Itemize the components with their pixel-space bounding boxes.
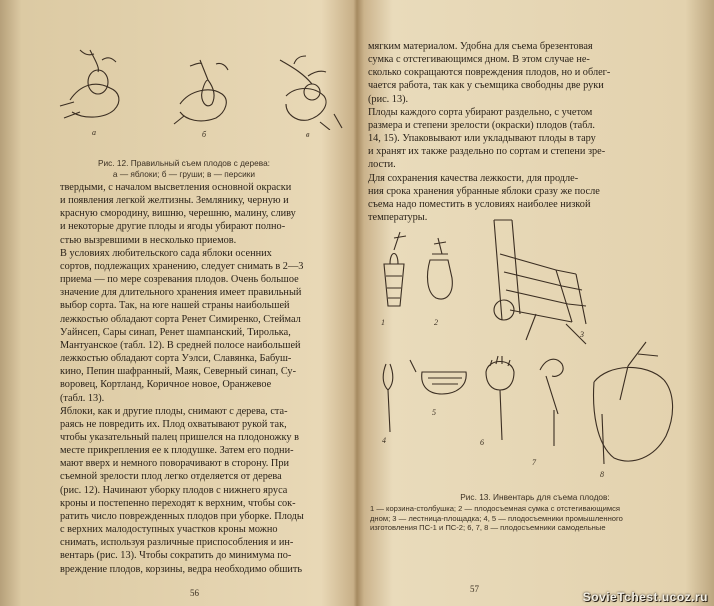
text-line: твердыми, с началом высветления основной окраски xyxy=(60,182,292,193)
text-line: Плоды каждого сорта убирают раздельно, с учетом xyxy=(368,106,593,118)
text-line: ния срока хранения убранные яблоки сразу же после xyxy=(368,185,600,197)
text-line: мягким материалом. Удобна для съема брезентовая xyxy=(368,41,593,52)
figure-13-num-3: 3 xyxy=(580,330,584,339)
text-line: чтобы указательный палец пришелся на плодоножку в xyxy=(60,431,299,443)
left-page xyxy=(14,0,352,606)
text-line: съема надо поместить в условиях наиболее низкой xyxy=(368,198,591,210)
text-line: вреждение плодов, корзины, ведра необходимо обшить xyxy=(60,563,303,575)
left-body-text xyxy=(60,181,348,576)
text-line: лежкостью обладают сорта Уэлси, Славянка, Бабуш- xyxy=(60,353,292,365)
figure-13-caption-line: изготовления ПС-1 и ПС-2; 6, 7, 8 — плодосъемники самодельные xyxy=(370,523,606,533)
left-page-number: 56 xyxy=(190,588,199,598)
text-line: съемной зрелости плод легко отделяется от дерева xyxy=(60,471,282,483)
figure-12-caption xyxy=(34,158,334,180)
text-line: Уайнсеп, Сары синап, Ренет шампанский, Тиролька, xyxy=(60,326,291,338)
right-body-text xyxy=(368,40,702,224)
text-line: приема — по мере созревания плодов. Очень большое xyxy=(60,274,299,286)
figure-13-num-5: 5 xyxy=(432,408,436,417)
text-line: В условиях любительского сада яблоки осенних xyxy=(60,247,272,259)
text-line: (табл. 13). xyxy=(60,392,105,404)
right-page-number: 57 xyxy=(470,584,479,594)
figure-12-illustration xyxy=(50,40,350,130)
figure-13-caption-line: дном; 3 — лестница-площадка; 4, 5 — плодосъемники промышленного xyxy=(370,513,623,523)
text-line: вентарь (рис. 13). Чтобы сократить до минимума по- xyxy=(60,550,292,562)
text-line: Мантуанское (табл. 12). В средней полосе наибольшей xyxy=(60,339,301,351)
figure-13-num-8: 8 xyxy=(600,470,604,479)
text-line: и появления легкой желтизны. Землянику, черную и xyxy=(60,195,289,207)
figure-13-caption-line: 1 — корзина-столбушка; 2 — плодосъемная сумка с отстегивающимся xyxy=(370,504,620,513)
text-line: кроны и постепенно переходят к верхним, чтобы сок- xyxy=(60,497,296,509)
text-line: сортов, подлежащих хранению, следует снимать в 2—3 xyxy=(60,260,304,272)
text-line: сумка с отстегивающимся дном. В этом случае не- xyxy=(368,54,590,66)
text-line: лости. xyxy=(368,159,396,171)
figure-13-caption-title: Рис. 13. Инвентарь для съема плодов: xyxy=(460,492,610,502)
text-line: (рис. 12). Начинают уборку плодов с нижнего яруса xyxy=(60,484,288,496)
text-line: кино, Пепин шафранный, Маяк, Северный синап, Су- xyxy=(60,366,297,378)
text-line: размера и степени зрелости (окраски) плодов (табл. xyxy=(368,119,595,131)
text-line: лежкостью обладают сорта Ренет Симиренко, Стеймал xyxy=(60,313,301,325)
text-line: сколько сокращаются повреждения плодов, но и облег- xyxy=(368,67,611,79)
text-line: ратить число поврежденных плодов при уборке. Плоды xyxy=(60,510,304,522)
figure-12-caption-legend: а — яблоки; б — груши; в — персики xyxy=(112,169,256,179)
text-line: температуры. xyxy=(368,212,428,224)
text-line: воровец, Кортланд, Коричное новое, Оранжевое xyxy=(60,379,272,391)
figure-13-num-4: 4 xyxy=(382,436,386,445)
text-line: чается работа, так как у съемщика свободны две руки xyxy=(368,80,604,92)
figure-12-label-a: а xyxy=(92,128,96,137)
site-watermark: SovieTchest.ucoz.ru xyxy=(582,590,708,604)
figure-12-label-v: в xyxy=(306,130,310,139)
text-line: (рис. 13). xyxy=(368,93,409,105)
figure-12-caption-title: Рис. 12. Правильный съем плодов с дерева: xyxy=(97,158,270,168)
figure-13-num-1: 1 xyxy=(381,318,385,327)
figure-12-label-b: б xyxy=(202,130,207,139)
text-line: 14, 15). Упаковывают или укладывают плоды в тару xyxy=(368,133,596,145)
right-page xyxy=(360,0,702,606)
text-line: Для сохранения качества лежкости, для продле- xyxy=(368,172,579,184)
figure-13-caption-legend xyxy=(370,504,704,533)
text-line: и некоторые другие плоды и ягоды убирают полно- xyxy=(60,221,286,233)
figure-13-num-6: 6 xyxy=(480,438,484,447)
text-line: значение для длительного хранения имеет правильный xyxy=(60,287,302,299)
text-line: раясь не повредить их. Плод охватывают рукой так, xyxy=(60,418,287,430)
text-line: месте прикрепления ее к плодушке. Затем его подни- xyxy=(60,445,294,457)
figure-13-illustration xyxy=(376,214,696,472)
text-line: выбор сорта. Так, на юге нашей страны наибольшей xyxy=(60,300,290,312)
figure-13-num-2: 2 xyxy=(434,318,438,327)
figure-13-num-7: 7 xyxy=(532,458,536,467)
text-line: стью вызревшими в несколько приемов. xyxy=(60,234,237,246)
text-line: мают вверх и немного поворачивают в сторону. При xyxy=(60,458,289,470)
text-line: снимать, используя различные приспособления и ин- xyxy=(60,537,294,549)
text-line: и хранят их также раздельно по сортам и степени зре- xyxy=(368,146,606,158)
text-line: с верхних малодоступных участков кроны можно xyxy=(60,524,278,536)
text-line: Яблоки, как и другие плоды, снимают с дерева, ста- xyxy=(60,405,288,417)
text-line: красную смородину, вишню, черешню, малину, сливу xyxy=(60,208,296,220)
